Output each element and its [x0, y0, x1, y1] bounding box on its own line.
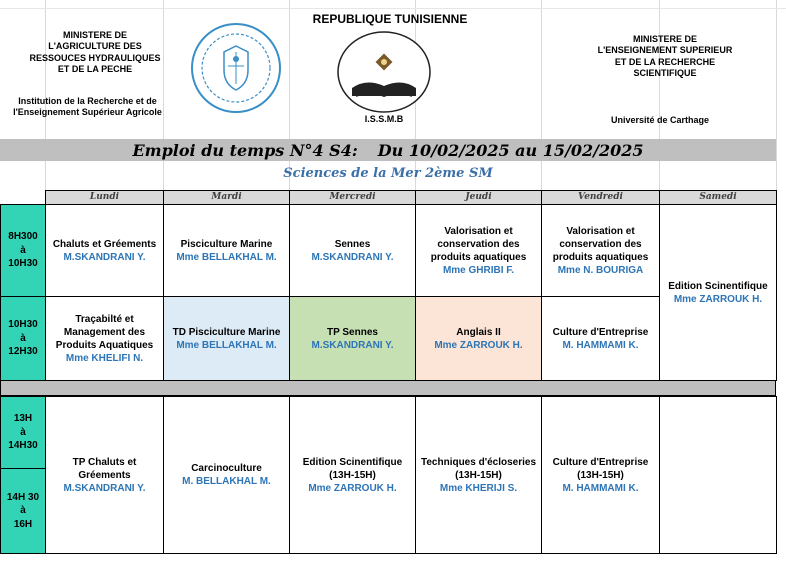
course-cell — [541, 204, 660, 297]
course-name: Sennes — [334, 238, 371, 250]
program-subtitle: Sciences de la Mer 2ème SM — [283, 166, 493, 181]
schedule-title: Emploi du temps N°4 S4: — [132, 140, 358, 160]
course-name: Valorisation et conservation des produits aquatiques — [430, 225, 527, 263]
institution-left: Institution de la Recherche et de l'Enseignement Supérieur Agricole — [13, 96, 162, 117]
professor-name: Mme BELLAKHAL M. — [176, 251, 277, 263]
university-name: Université de Carthage — [610, 115, 710, 125]
gridline — [45, 0, 46, 190]
course-cell — [163, 296, 290, 381]
republic-title: REPUBLIQUE TUNISIENNE — [312, 12, 468, 26]
professor-name: M. HAMMAMI K. — [562, 482, 639, 494]
professor-name: Mme ZARROUK H. — [308, 482, 397, 494]
course-name: Techniques d'écloseries (13H-15H) — [420, 456, 536, 481]
course-cell — [163, 396, 290, 554]
gridline — [776, 0, 777, 190]
professor-name: Mme ZARROUK H. — [434, 339, 523, 351]
gridline — [541, 0, 542, 190]
course-cell — [45, 396, 164, 554]
professor-name: M.SKANDRANI Y. — [311, 251, 394, 263]
course-name: TD Pisciculture Marine — [172, 326, 281, 338]
day-header-tuesday: Mardi — [163, 190, 290, 205]
schedule-dates: Du 10/02/2025 au 15/02/2025 — [377, 140, 644, 160]
course-cell — [163, 204, 290, 297]
day-header-friday: Vendredi — [541, 190, 660, 205]
course-cell — [289, 396, 416, 554]
course-cell — [45, 296, 164, 381]
empty-cell-saturday — [659, 396, 777, 554]
course-name: Valorisation et conservation des produits aquatiques — [552, 225, 649, 263]
day-header-saturday: Samedi — [659, 190, 777, 205]
gridline — [0, 8, 786, 9]
ministry-right: MINISTERE DE L'ENSEIGNEMENT SUPERIEUR ET DE LA RECHERCHE SCIENTIFIQUE — [597, 34, 733, 78]
issmb-logo-text: I.S.S.M.B — [364, 114, 404, 124]
time-slot-2: 10H30 à 12H30 — [0, 296, 46, 381]
lunch-separator — [0, 380, 776, 396]
professor-name: M.SKANDRANI Y. — [311, 339, 394, 351]
course-cell — [45, 204, 164, 297]
professor-name: M.SKANDRANI Y. — [63, 482, 146, 494]
professor-name: Mme GHRIBI F. — [442, 264, 515, 276]
iresa-seal-logo — [190, 22, 282, 119]
course-cell — [415, 396, 542, 554]
course-cell — [541, 396, 660, 554]
course-cell — [289, 296, 416, 381]
course-name: Traçabilté et Management des Produits Aquatiques — [55, 313, 154, 351]
course-cell — [415, 296, 542, 381]
course-cell — [541, 296, 660, 381]
course-cell — [415, 204, 542, 297]
time-slot-4: 14H 30 à 16H — [0, 468, 46, 554]
course-name: Culture d'Entreprise — [552, 326, 649, 338]
course-name: Anglais II — [456, 326, 501, 338]
course-cell-saturday — [659, 204, 777, 381]
gridline — [163, 0, 164, 190]
day-header-wednesday: Mercredi — [289, 190, 416, 205]
professor-name: M.SKANDRANI Y. — [63, 251, 146, 263]
course-name: Edition Scinentifique — [668, 280, 768, 292]
gridline — [289, 0, 290, 190]
course-name: TP Sennes — [327, 326, 378, 338]
professor-name: Mme BELLAKHAL M. — [176, 339, 277, 351]
day-header-thursday: Jeudi — [415, 190, 542, 205]
course-cell — [289, 204, 416, 297]
professor-name: Mme KHERIJI S. — [439, 482, 518, 494]
time-slot-1: 8H300 à 10H30 — [0, 204, 46, 297]
professor-name: M. HAMMAMI K. — [562, 339, 639, 351]
professor-name: Mme ZARROUK H. — [673, 293, 763, 305]
schedule-title-bar — [0, 139, 776, 161]
professor-name: M. BELLAKHAL M. — [182, 476, 271, 487]
gridline — [659, 0, 660, 190]
course-name: Edition Scinentifique (13H-15H) — [302, 456, 403, 481]
course-name: TP Chaluts et Gréements — [72, 456, 137, 481]
day-header-monday: Lundi — [45, 190, 164, 205]
ministry-left: MINISTERE DE L'AGRICULTURE DES RESSOUCES HYDRAULIQUES ET DE LA PECHE — [29, 30, 161, 74]
course-name: Chaluts et Gréements — [52, 238, 157, 250]
issmb-logo — [332, 30, 436, 135]
course-name: Pisciculture Marine — [180, 238, 273, 250]
professor-name: Mme KHELIFI N. — [65, 352, 144, 364]
professor-name: Mme N. BOURIGA — [557, 264, 644, 276]
course-name: Carcinoculture — [191, 463, 262, 474]
time-slot-3: 13H à 14H30 — [0, 396, 46, 469]
course-name: Culture d'Entreprise (13H-15H) — [552, 456, 649, 481]
